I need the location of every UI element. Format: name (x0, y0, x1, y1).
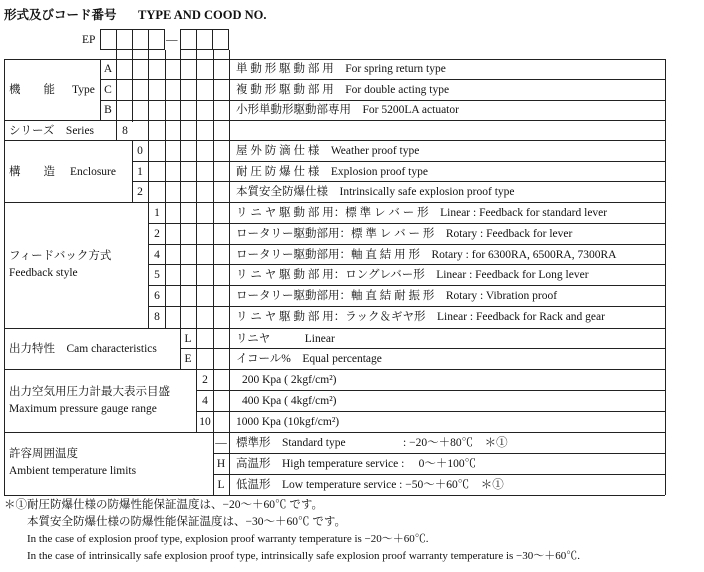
note-1: ＊①耐圧防爆仕様の防爆性能保証温度は、−20〜＋60℃ です。 (4, 499, 323, 511)
feedback-desc-1: リ ニ ヤ 駆 動 部 用：標 準 レ バ ー 形 Linear : Feedback for standard lever (236, 207, 608, 219)
enclosure-desc-2: 本質安全防爆仕様 Intrinsically safe explosion proof type (236, 186, 515, 198)
gauge-label-jp: 出力空気用圧力計最大表示目盛 (9, 386, 170, 398)
function-code-c: C (104, 84, 112, 96)
enclosure-code-0: 0 (137, 145, 143, 157)
gauge-code-4: 4 (202, 395, 208, 407)
temperature-desc-h: 高温形 High temperature service : 0〜＋100℃ (236, 458, 477, 470)
gauge-code-10: 10 (199, 416, 211, 428)
function-desc-b: 小形単動形駆動部専用 For 5200LA actuator (236, 104, 459, 116)
note-3: In the case of explosion proof type, explosion proof warranty temperature is −20〜＋60℃. (27, 533, 429, 545)
ep-label: EP (82, 34, 96, 46)
output-code-e: E (184, 353, 192, 365)
code-box-1 (100, 29, 117, 50)
code-box-6 (196, 29, 213, 50)
code-box-4 (148, 29, 165, 50)
enclosure-desc-0: 屋 外 防 滴 仕 様 Weather proof type (236, 145, 420, 157)
output-code-l: L (184, 333, 192, 345)
function-code-a: A (103, 63, 113, 75)
output-desc-l: リニヤ Linear (236, 333, 335, 345)
series-label: シリーズ Series (9, 125, 95, 137)
title-jp: 形式及びコード番号 (4, 8, 117, 22)
code-dash: — (166, 34, 178, 46)
feedback-desc-2: ロータリー駆動部用：標 準 レ バ ー 形 Rotary : Feedback for lever (236, 228, 573, 240)
gauge-code-2: 2 (202, 374, 208, 386)
feedback-desc-8: リ ニ ヤ 駆 動 部 用：ラック＆ギヤ形 Linear : Feedback for Rack and gear (236, 311, 605, 323)
code-box-5 (180, 29, 197, 50)
output-desc-e: イコール% Equal percentage (236, 353, 382, 365)
temperature-desc-std: 標準形 Standard type : −20〜＋80℃ ＊① (236, 437, 508, 449)
gauge-desc-2: 200 Kpa ( 2kgf/cm²) (242, 374, 337, 386)
enclosure-desc-1: 耐 圧 防 爆 仕 様 Explosion proof type (236, 166, 428, 178)
temperature-code-h: H (216, 458, 226, 470)
enclosure-label-jp: 構 造 (9, 166, 55, 178)
enclosure-code-1: 1 (137, 166, 143, 178)
temperature-code-l: L (217, 479, 225, 491)
function-code-b: B (104, 104, 112, 116)
feedback-code-1: 1 (154, 207, 160, 219)
enclosure-code-2: 2 (137, 186, 143, 198)
note-2: 本質安全防爆仕様の防爆性能保証温度は、−30〜＋60℃ です。 (27, 516, 346, 528)
feedback-desc-6: ロータリー駆動部用：軸 直 結 耐 振 形 Rotary : Vibration proof (236, 290, 558, 302)
feedback-desc-4: ロータリー駆動部用：軸 直 結 用 形 Rotary : for 6300RA, 6500RA, 7300RA (236, 249, 617, 261)
feedback-label-jp: フィードバック方式 (9, 250, 112, 262)
gauge-desc-4: 400 Kpa ( 4kgf/cm²) (242, 395, 337, 407)
gauge-desc-10: 1000 Kpa (10kgf/cm²) (236, 416, 340, 428)
temperature-label-en: Ambient temperature limits (9, 465, 137, 477)
enclosure-label-en: Enclosure (70, 166, 116, 178)
title-en: TYPE AND COOD NO. (138, 8, 267, 22)
code-box-3 (132, 29, 149, 50)
feedback-code-2: 2 (154, 228, 160, 240)
note-4: In the case of intrinsically safe explosion proof type, intrinsically safe explosion proof warranty temperature is −30〜＋60℃. (27, 550, 580, 562)
temperature-desc-l: 低温形 Low temperature service : −50〜＋60℃ ＊① (236, 479, 504, 491)
feedback-code-5: 5 (154, 269, 160, 281)
feedback-label-en: Feedback style (9, 267, 78, 279)
series-code: 8 (122, 125, 128, 137)
feedback-code-6: 6 (154, 290, 160, 302)
code-box-2 (116, 29, 133, 50)
gauge-label-en: Maximum pressure gauge range (9, 403, 157, 415)
feedback-code-4: 4 (154, 249, 160, 261)
code-box-7 (212, 29, 229, 50)
function-desc-c: 複 動 形 駆 動 部 用 For double acting type (236, 84, 450, 96)
function-label-jp: 機 能 (9, 84, 55, 96)
feedback-code-8: 8 (154, 311, 160, 323)
temperature-code-std: — (215, 437, 227, 449)
function-label-en: Type (72, 84, 95, 96)
function-desc-a: 単 動 形 駆 動 部 用 For spring return type (236, 63, 446, 75)
output-label: 出力特性 Cam characteristics (9, 343, 157, 355)
temperature-label-jp: 許容周囲温度 (9, 448, 78, 460)
feedback-desc-5: リ ニ ヤ 駆 動 部 用：ロングレバー形 Linear : Feedback for Long lever (236, 269, 589, 281)
